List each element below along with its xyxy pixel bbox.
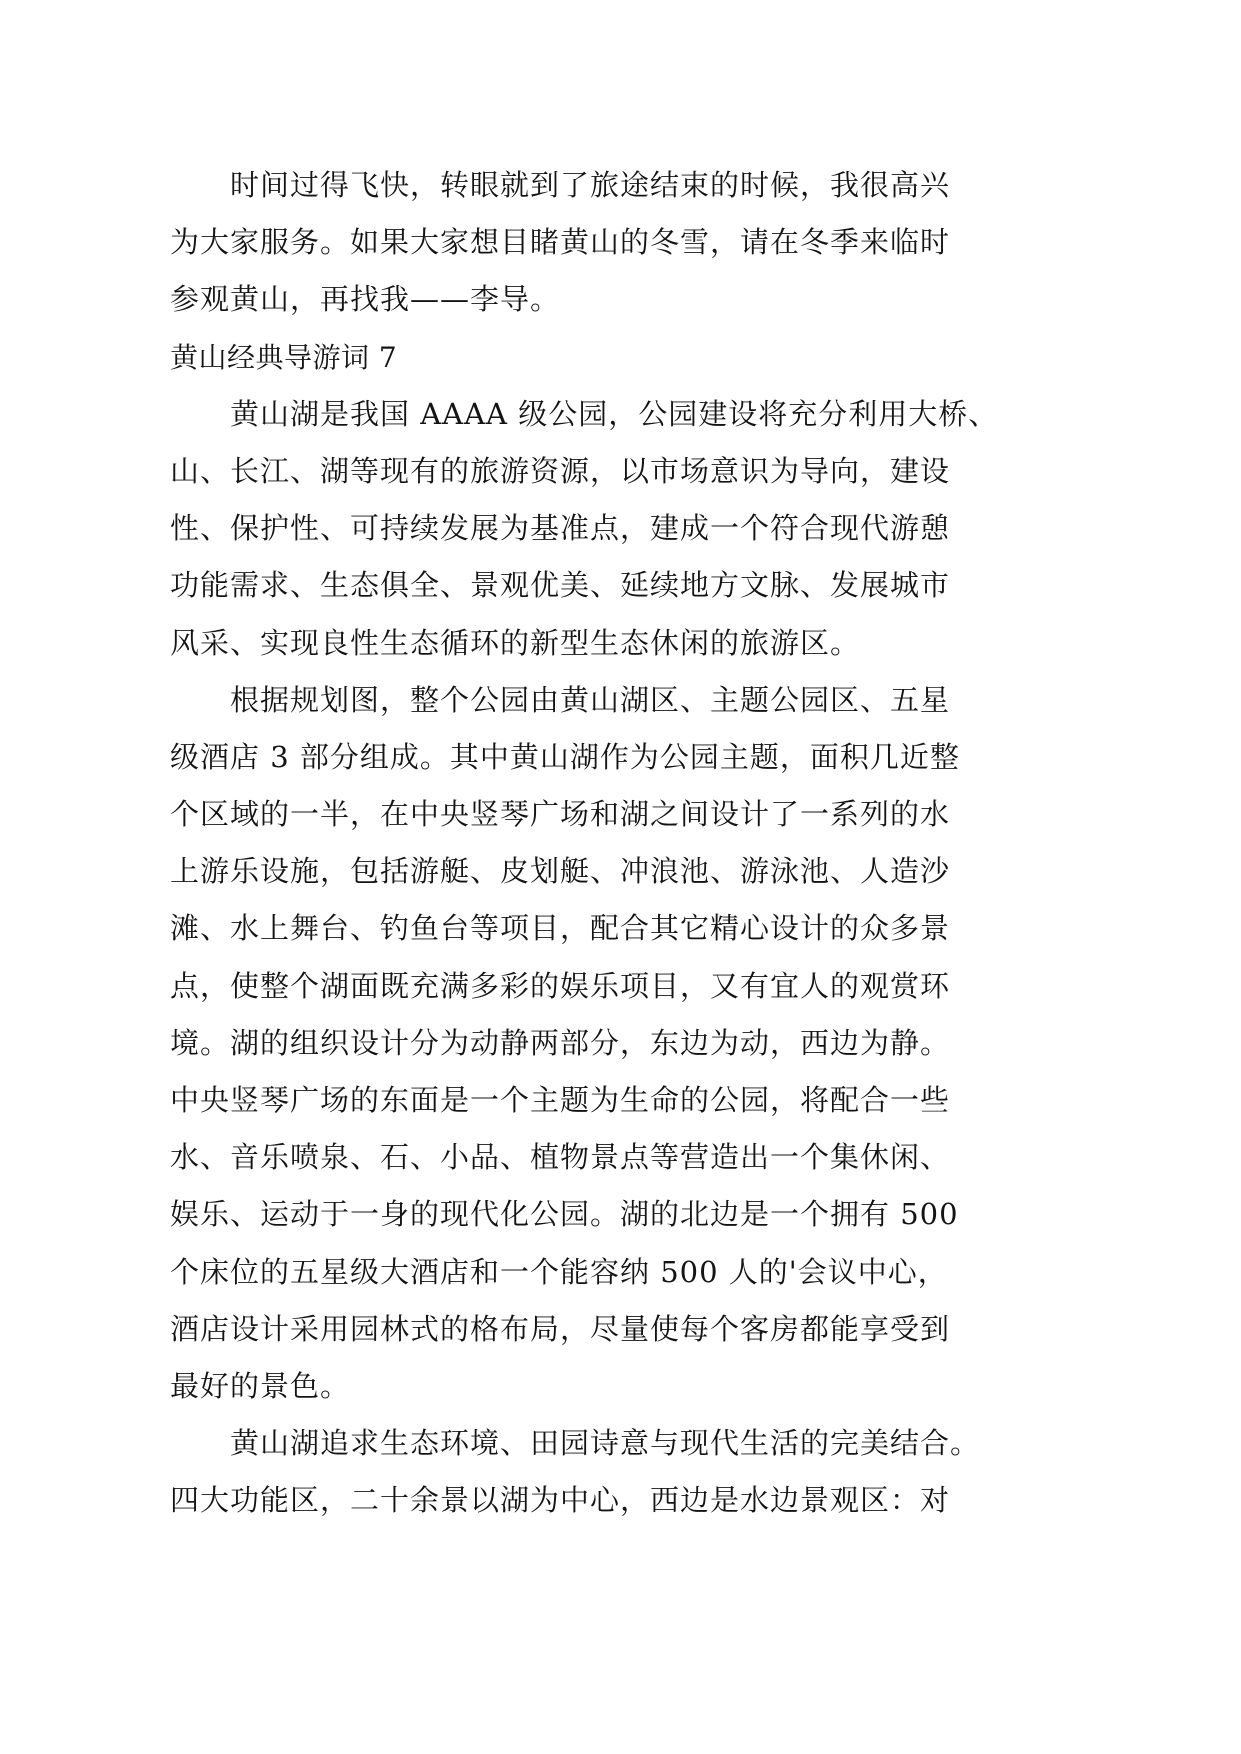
text-line: 根据规划图，整个公园由黄山湖区、主题公园区、五星 [230, 682, 951, 717]
paragraph [170, 672, 1010, 1415]
section-heading: 黄山经典导游词 7 [170, 340, 398, 374]
text-line: 为大家服务。如果大家想目睹黄山的冬雪，请在冬季来临时 [170, 225, 951, 260]
text-line: 境。湖的组织设计分为动静两部分，东边为动，西边为静。 [170, 1025, 951, 1060]
text-line: 点，使整个湖面既充满多彩的娱乐项目，又有宜人的观赏环 [170, 968, 951, 1003]
text-line: 四大功能区，二十余景以湖为中心，西边是水边景观区：对 [170, 1483, 951, 1518]
text-line: 风采、实现良性生态循环的新型生态休闲的旅游区。 [170, 625, 861, 660]
text-line: 黄山湖是我国 AAAA 级公园，公园建设将充分利用大桥、 [230, 396, 999, 431]
text-line: 时间过得飞快，转眼就到了旅途结束的时候，我很高兴 [230, 168, 951, 202]
text-line: 上游乐设施，包括游艇、皮划艇、冲浪池、游泳池、人造沙 [170, 854, 951, 889]
document-body [170, 157, 1010, 1530]
text-line: 黄山湖追求生态环境、田园诗意与现代生活的完美结合。 [230, 1426, 981, 1461]
text-line: 水、音乐喷泉、石、小品、植物景点等营造出一个集休闲、 [170, 1140, 951, 1175]
text-line: 功能需求、生态俱全、景观优美、延续地方文脉、发展城市 [170, 568, 951, 603]
text-line: 性、保护性、可持续发展为基准点，建成一个符合现代游憩 [170, 511, 951, 546]
paragraph-continuation [170, 157, 1010, 329]
text-line: 娱乐、运动于一身的现代化公园。湖的北边是一个拥有 500 [170, 1197, 959, 1232]
paragraph [170, 1415, 1010, 1529]
text-line: 个区域的一半，在中央竖琴广场和湖之间设计了一系列的水 [170, 797, 951, 832]
text-line: 中央竖琴广场的东面是一个主题为生命的公园，将配合一些 [170, 1083, 951, 1117]
paragraph [170, 386, 1010, 672]
text-line: 个床位的五星级大酒店和一个能容纳 500 人的'会议中心， [170, 1254, 948, 1289]
text-line: 滩、水上舞台、钓鱼台等项目，配合其它精心设计的众多景 [170, 911, 951, 946]
text-line: 山、长江、湖等现有的旅游资源，以市场意识为导向，建设 [170, 453, 951, 488]
text-line: 最好的景色。 [170, 1368, 351, 1403]
text-line: 参观黄山，再找我——李导。 [170, 282, 561, 317]
text-line: 酒店设计采用园林式的格布局，尽量使每个客房都能享受到 [170, 1311, 951, 1346]
text-line: 级酒店 3 部分组成。其中黄山湖作为公园主题，面积几近整 [170, 739, 960, 774]
